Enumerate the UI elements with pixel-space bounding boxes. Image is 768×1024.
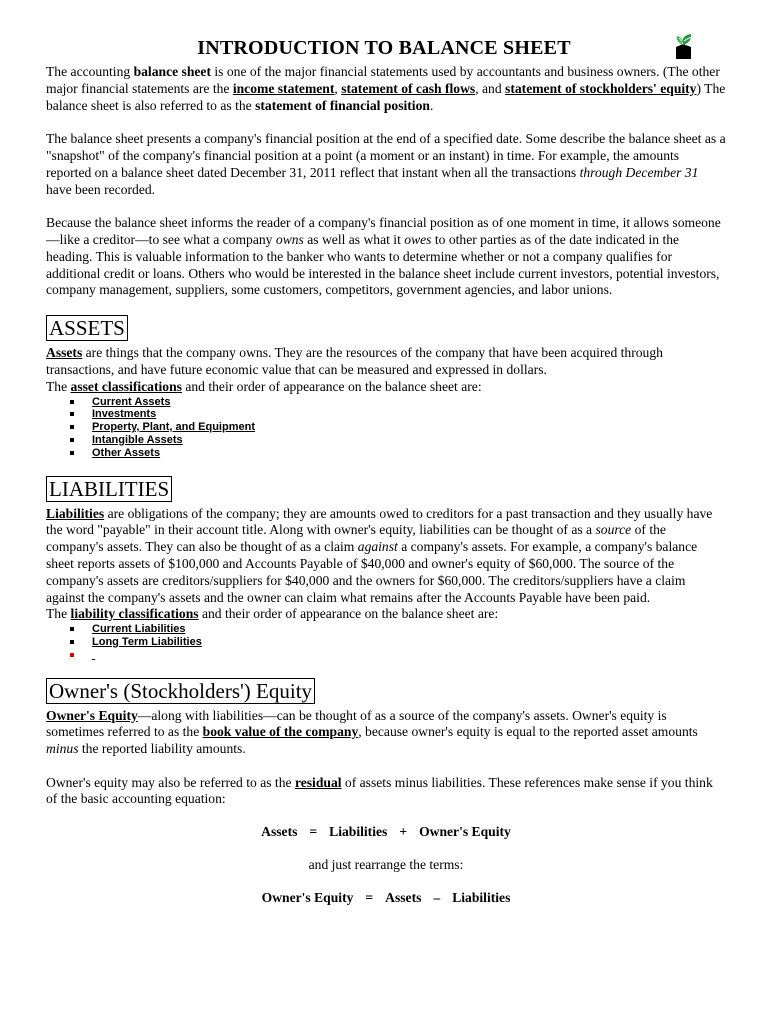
list-item-long-term-liabilities[interactable]: Long Term Liabilities [92,636,726,649]
accounting-equation: Assets = Liabilities + Owner's Equity [261,824,511,840]
equity-paragraph-2: Owner's equity may also be referred to as the residual of assets minus liabilities. These references make sense if you think of the basic accounting equation: [46,774,713,807]
intro-paragraph-3: Because the balance sheet informs the reader of a company's financial position as of one moment in time, it allows someone—like a creditor—to see what a company owns as well as what it owes to other parties as of the date indicated in the heading. This is valuable information to the banker who wants to determine whether or not a company qualifies for additional credit or loans. Others who would be interested in the balance sheet include current investors, potential investors, company management, suppliers, some customers, competitors, government agencies, and labor unions. [46,215,721,298]
equity-heading: Owner's (Stockholders') Equity [46,678,315,704]
statement-of-stockholders-equity-link[interactable]: statement of stockholders' equity [505,80,697,96]
list-item-intangible-assets[interactable]: Intangible Assets [92,434,726,447]
liabilities-paragraph: Liabilities are obligations of the company; they are amounts owed to creditors for a past transaction and they usually have the word "payable" in their account title. Along with owner's equity, liabilities can be thought of as a source of the company's assets. They can also be thought of as a claim against a company's assets. For example, a company's balance sheet reports assets of $100,000 and Accounts Payable of $40,000 and owner's equity of $60,000. The source of the company's assets are creditors/suppliers for $40,000 and the owners for $60,000. The creditors/suppliers have a claim against the company's assets and the owner can claim what remains after the Accounts Payable have been paid. [46,505,713,605]
rearranged-equation: Owner's Equity = Assets – Liabilities [261,889,511,905]
liabilities-link[interactable]: Liabilities [46,505,105,521]
residual-link[interactable]: residual [294,774,342,790]
list-item-other-assets[interactable]: Other Assets [92,447,726,460]
document-body [46,64,726,907]
list-item-empty [92,649,726,662]
liability-classifications-link[interactable]: liability classifications [70,606,199,622]
assets-paragraph: Assets are things that the company owns. They are the resources of the company that have been acquired through transactions, and have future economic value that can be measured and expressed in dollars. [46,345,663,377]
book-plant-logo-icon [671,33,697,61]
intro-paragraph-1: The accounting balance sheet is one of the major financial statements used by accountants and business owners. (The other major financial statements are the income statement, statement of cash flows, and statement of stockholders' equity) The balance sheet is also referred to as the statement of financial position. [46,64,726,113]
liabilities-heading: LIABILITIES [46,476,172,502]
list-item-property-plant-equipment[interactable]: Property, Plant, and Equipment [92,421,726,434]
rearrange-note: and just rearrange the terms: [308,857,464,873]
assets-classifications-intro: The asset classifications and their order of appearance on the balance sheet are: [46,378,482,394]
list-item-current-liabilities[interactable]: Current Liabilities [92,623,726,636]
equity-paragraph-1: Owner's Equity—along with liabilities—can be thought of as a source of the company's assets. Owner's equity is sometimes referred to as the book value of the company, because owner's equity is equal to the reported asset amounts minus the reported liability amounts. [46,707,698,757]
liability-classifications-list [46,623,726,661]
asset-classifications-list [46,396,726,460]
assets-link[interactable]: Assets [46,345,83,361]
page-title: INTRODUCTION TO BALANCE SHEET [197,37,571,59]
owners-equity-link[interactable]: Owner's Equity [46,707,138,723]
income-statement-link[interactable]: income statement [232,80,335,96]
list-item-current-assets[interactable]: Current Assets [92,396,726,409]
list-item-investments[interactable]: Investments [92,408,726,421]
book-value-link[interactable]: book value of the company [202,724,359,740]
statement-of-cash-flows-link[interactable]: statement of cash flows [341,80,476,96]
assets-heading: ASSETS [46,315,128,341]
asset-classifications-link[interactable]: asset classifications [70,378,182,394]
liability-classifications-intro: The liability classifications and their order of appearance on the balance sheet are: [46,606,499,622]
intro-paragraph-2: The balance sheet presents a company's financial position at the end of a specified date. Some describe the balance sheet as a "snapshot" of the company's financial position at a point (a moment or an instant) in time. For example, the amounts reported on a balance sheet dated December 31, 2011 reflect that instant when all the transactions through December 31 have been recorded. [46,131,726,197]
